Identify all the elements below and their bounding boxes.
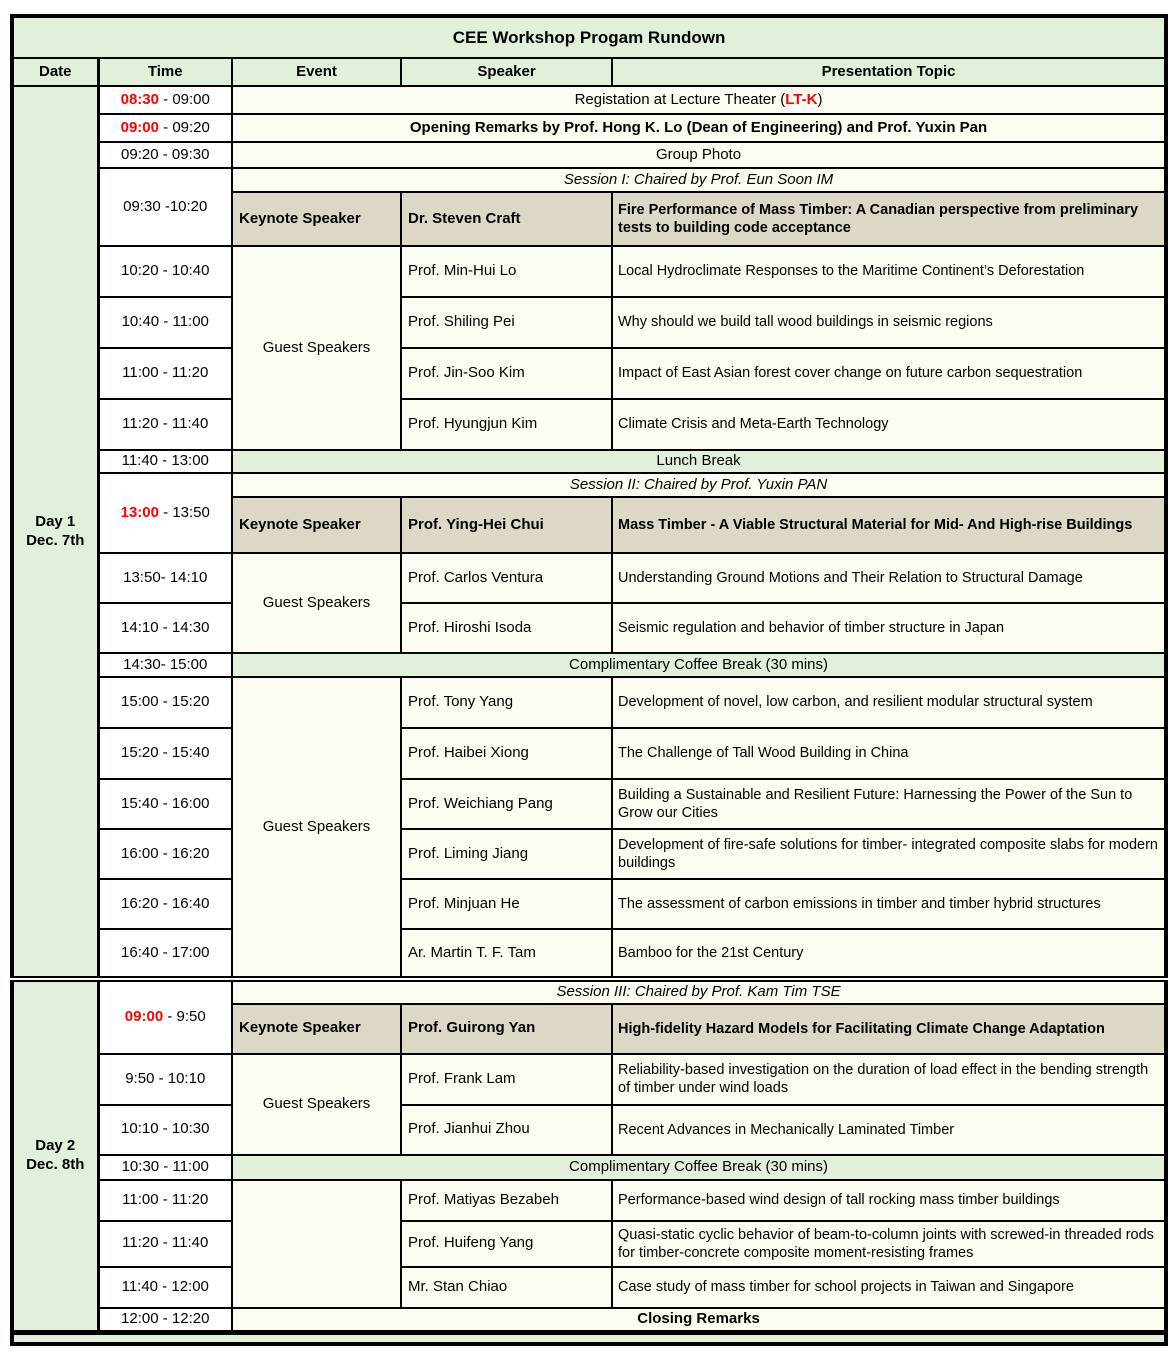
speaker-cell: Dr. Steven Craft (401, 192, 612, 246)
table-row (12, 297, 1166, 348)
topic-cell: Case study of mass timber for school projects in Taiwan and Singapore (612, 1267, 1166, 1308)
time-cell: 11:20 - 11:40 (98, 1221, 232, 1267)
footer-strip-row (12, 1332, 1166, 1344)
time-start: 09:00 (124, 1008, 164, 1025)
table-row (12, 86, 1166, 114)
time-cell: 14:30- 15:00 (98, 653, 232, 677)
topic-cell: Understanding Ground Motions and Their Relation to Structural Damage (612, 553, 1166, 603)
col-header-time: Time (98, 58, 232, 86)
time-cell: 10:10 - 10:30 (98, 1105, 232, 1155)
topic-cell: Bamboo for the 21st Century (612, 929, 1166, 979)
session-1-header-row (12, 168, 1166, 192)
event-cell-guest-speakers: Guest Speakers (232, 1054, 401, 1155)
registration-cell (232, 86, 1166, 114)
time-cell: 11:40 - 13:00 (98, 450, 232, 473)
topic-cell: Climate Crisis and Meta-Earth Technology (612, 399, 1166, 450)
session-2-title: Session II: Chaired by Prof. Yuxin PAN (232, 473, 1166, 497)
table-row (12, 1105, 1166, 1155)
col-header-speaker: Speaker (401, 58, 612, 86)
group-photo-cell: Group Photo (232, 142, 1166, 168)
time-start: 13:00 (120, 503, 159, 521)
speaker-cell: Prof. Frank Lam (401, 1054, 612, 1105)
speaker-cell: Prof. Huifeng Yang (401, 1221, 612, 1267)
time-cell: 09:20 - 09:30 (98, 142, 232, 168)
speaker-cell: Prof. Hiroshi Isoda (401, 603, 612, 653)
event-cell-keynote: Keynote Speaker (232, 1004, 401, 1054)
table-row (12, 553, 1166, 603)
topic-cell: Impact of East Asian forest cover change on future carbon sequestration (612, 348, 1166, 399)
speaker-cell: Prof. Carlos Ventura (401, 553, 612, 603)
topic-cell: Mass Timber - A Viable Structural Material for Mid- And High-rise Buildings (612, 497, 1166, 553)
event-cell-keynote: Keynote Speaker (232, 497, 401, 553)
session-3-header-row (12, 979, 1166, 1004)
opening-remarks-cell: Opening Remarks by Prof. Hong K. Lo (Dean of Engineering) and Prof. Yuxin Pan (232, 114, 1166, 142)
event-cell-empty (232, 1180, 401, 1308)
topic-cell: Quasi-static cyclic behavior of beam-to-column joints with screwed-in threaded rods for timber-concrete composite moment-resisting frames (612, 1221, 1166, 1267)
date-cell-day1 (12, 86, 98, 979)
topic-cell: The Challenge of Tall Wood Building in China (612, 728, 1166, 779)
table-row (12, 399, 1166, 450)
speaker-cell: Prof. Ying-Hei Chui (401, 497, 612, 553)
time-cell: 11:40 - 12:00 (98, 1267, 232, 1308)
speaker-cell: Prof. Tony Yang (401, 677, 612, 728)
registration-text-end: ) (817, 90, 823, 108)
speaker-cell: Prof. Jin-Soo Kim (401, 348, 612, 399)
time-cell: 10:40 - 11:00 (98, 297, 232, 348)
speaker-cell: Mr. Stan Chiao (401, 1267, 612, 1308)
topic-cell: Why should we build tall wood buildings in seismic regions (612, 297, 1166, 348)
table-row (12, 1267, 1166, 1308)
coffee-break-row (12, 653, 1166, 677)
speaker-cell: Prof. Liming Jiang (401, 829, 612, 879)
table-row (12, 114, 1166, 142)
speaker-cell: Ar. Martin T. F. Tam (401, 929, 612, 979)
time-cell: 11:00 - 11:20 (98, 348, 232, 399)
speaker-cell: Prof. Matiyas Bezabeh (401, 1180, 612, 1221)
date-day-label: Day 2 (35, 1137, 76, 1154)
time-cell: 11:20 - 11:40 (98, 399, 232, 450)
page-title: CEE Workshop Progam Rundown (12, 16, 1166, 58)
program-table (10, 14, 1168, 1346)
table-row (12, 829, 1166, 879)
time-end: - 13:50 (159, 503, 210, 521)
table-row (12, 246, 1166, 297)
table-row (12, 142, 1166, 168)
time-cell: 10:20 - 10:40 (98, 246, 232, 297)
closing-remarks-cell: Closing Remarks (232, 1308, 1166, 1332)
topic-cell: Reliability-based investigation on the duration of load effect in the bending strength of timber under wind loads (612, 1054, 1166, 1105)
topic-cell: Development of fire-safe solutions for timber- integrated composite slabs for modern buildings (612, 829, 1166, 879)
speaker-cell: Prof. Jianhui Zhou (401, 1105, 612, 1155)
table-row (12, 1180, 1166, 1221)
date-day-label: Day 1 (35, 512, 76, 530)
speaker-cell: Prof. Guirong Yan (401, 1004, 612, 1054)
event-cell-guest-speakers: Guest Speakers (232, 246, 401, 450)
time-cell: 14:10 - 14:30 (98, 603, 232, 653)
time-start: 08:30 (120, 90, 159, 108)
time-cell: 13:50- 14:10 (98, 553, 232, 603)
time-cell: 12:00 - 12:20 (98, 1308, 232, 1332)
topic-cell: Performance-based wind design of tall rocking mass timber buildings (612, 1180, 1166, 1221)
event-cell-guest-speakers: Guest Speakers (232, 553, 401, 653)
time-start: 09:00 (120, 118, 159, 136)
event-cell-guest-speakers: Guest Speakers (232, 677, 401, 979)
table-row (12, 1054, 1166, 1105)
speaker-cell: Prof. Shiling Pei (401, 297, 612, 348)
time-cell (98, 979, 232, 1054)
time-cell: 09:30 -10:20 (98, 168, 232, 246)
session-3-title: Session III: Chaired by Prof. Kam Tim TSE (232, 979, 1166, 1004)
table-row (12, 728, 1166, 779)
time-end: - 09:00 (159, 90, 210, 108)
time-cell (98, 86, 232, 114)
topic-cell: Local Hydroclimate Responses to the Maritime Continent’s Deforestation (612, 246, 1166, 297)
speaker-cell: Prof. Haibei Xiong (401, 728, 612, 779)
closing-remarks-row (12, 1308, 1166, 1332)
session-1-title: Session I: Chaired by Prof. Eun Soon IM (232, 168, 1166, 192)
time-end: - 09:20 (159, 118, 210, 136)
date-date-label: Dec. 7th (26, 531, 85, 549)
table-row (12, 348, 1166, 399)
coffee-break-cell: Complimentary Coffee Break (30 mins) (232, 653, 1166, 677)
topic-cell: The assessment of carbon emissions in timber and timber hybrid structures (612, 879, 1166, 929)
table-row (12, 677, 1166, 728)
speaker-cell: Prof. Min-Hui Lo (401, 246, 612, 297)
time-cell: 10:30 - 11:00 (98, 1155, 232, 1180)
time-cell: 11:00 - 11:20 (98, 1180, 232, 1221)
topic-cell: High-fidelity Hazard Models for Facilitating Climate Change Adaptation (612, 1004, 1166, 1054)
time-cell: 9:50 - 10:10 (98, 1054, 232, 1105)
date-date-label: Dec. 8th (26, 1155, 85, 1173)
lunch-break-row (12, 450, 1166, 473)
col-header-date: Date (12, 58, 98, 86)
speaker-cell: Prof. Weichiang Pang (401, 779, 612, 829)
speaker-cell: Prof. Minjuan He (401, 879, 612, 929)
title-row (12, 16, 1166, 58)
table-row (12, 879, 1166, 929)
date-cell-day2 (12, 979, 98, 1332)
lecture-theater-code: LT-K (785, 90, 818, 108)
registration-text: Registation at Lecture Theater ( (574, 90, 786, 108)
table-row (12, 929, 1166, 979)
topic-cell: Seismic regulation and behavior of timber structure in Japan (612, 603, 1166, 653)
table-row (12, 779, 1166, 829)
time-cell: 16:20 - 16:40 (98, 879, 232, 929)
time-cell (98, 473, 232, 553)
time-cell: 15:00 - 15:20 (98, 677, 232, 728)
time-cell (98, 114, 232, 142)
lunch-break-cell: Lunch Break (232, 450, 1166, 473)
event-cell-keynote: Keynote Speaker (232, 192, 401, 246)
col-header-topic: Presentation Topic (612, 58, 1166, 86)
header-row (12, 58, 1166, 86)
time-cell: 15:40 - 16:00 (98, 779, 232, 829)
footer-strip (12, 1332, 1166, 1344)
time-end: - 9:50 (163, 1008, 206, 1025)
topic-cell: Recent Advances in Mechanically Laminated Timber (612, 1105, 1166, 1155)
coffee-break-row (12, 1155, 1166, 1180)
session-2-header-row (12, 473, 1166, 497)
topic-cell: Fire Performance of Mass Timber: A Canadian perspective from preliminary tests to building code acceptance (612, 192, 1166, 246)
topic-cell: Development of novel, low carbon, and resilient modular structural system (612, 677, 1166, 728)
time-cell: 16:40 - 17:00 (98, 929, 232, 979)
time-cell: 15:20 - 15:40 (98, 728, 232, 779)
coffee-break-cell: Complimentary Coffee Break (30 mins) (232, 1155, 1166, 1180)
table-row (12, 1221, 1166, 1267)
table-row (12, 603, 1166, 653)
time-cell: 16:00 - 16:20 (98, 829, 232, 879)
col-header-event: Event (232, 58, 401, 86)
speaker-cell: Prof. Hyungjun Kim (401, 399, 612, 450)
topic-cell: Building a Sustainable and Resilient Future: Harnessing the Power of the Sun to Grow our Cities (612, 779, 1166, 829)
